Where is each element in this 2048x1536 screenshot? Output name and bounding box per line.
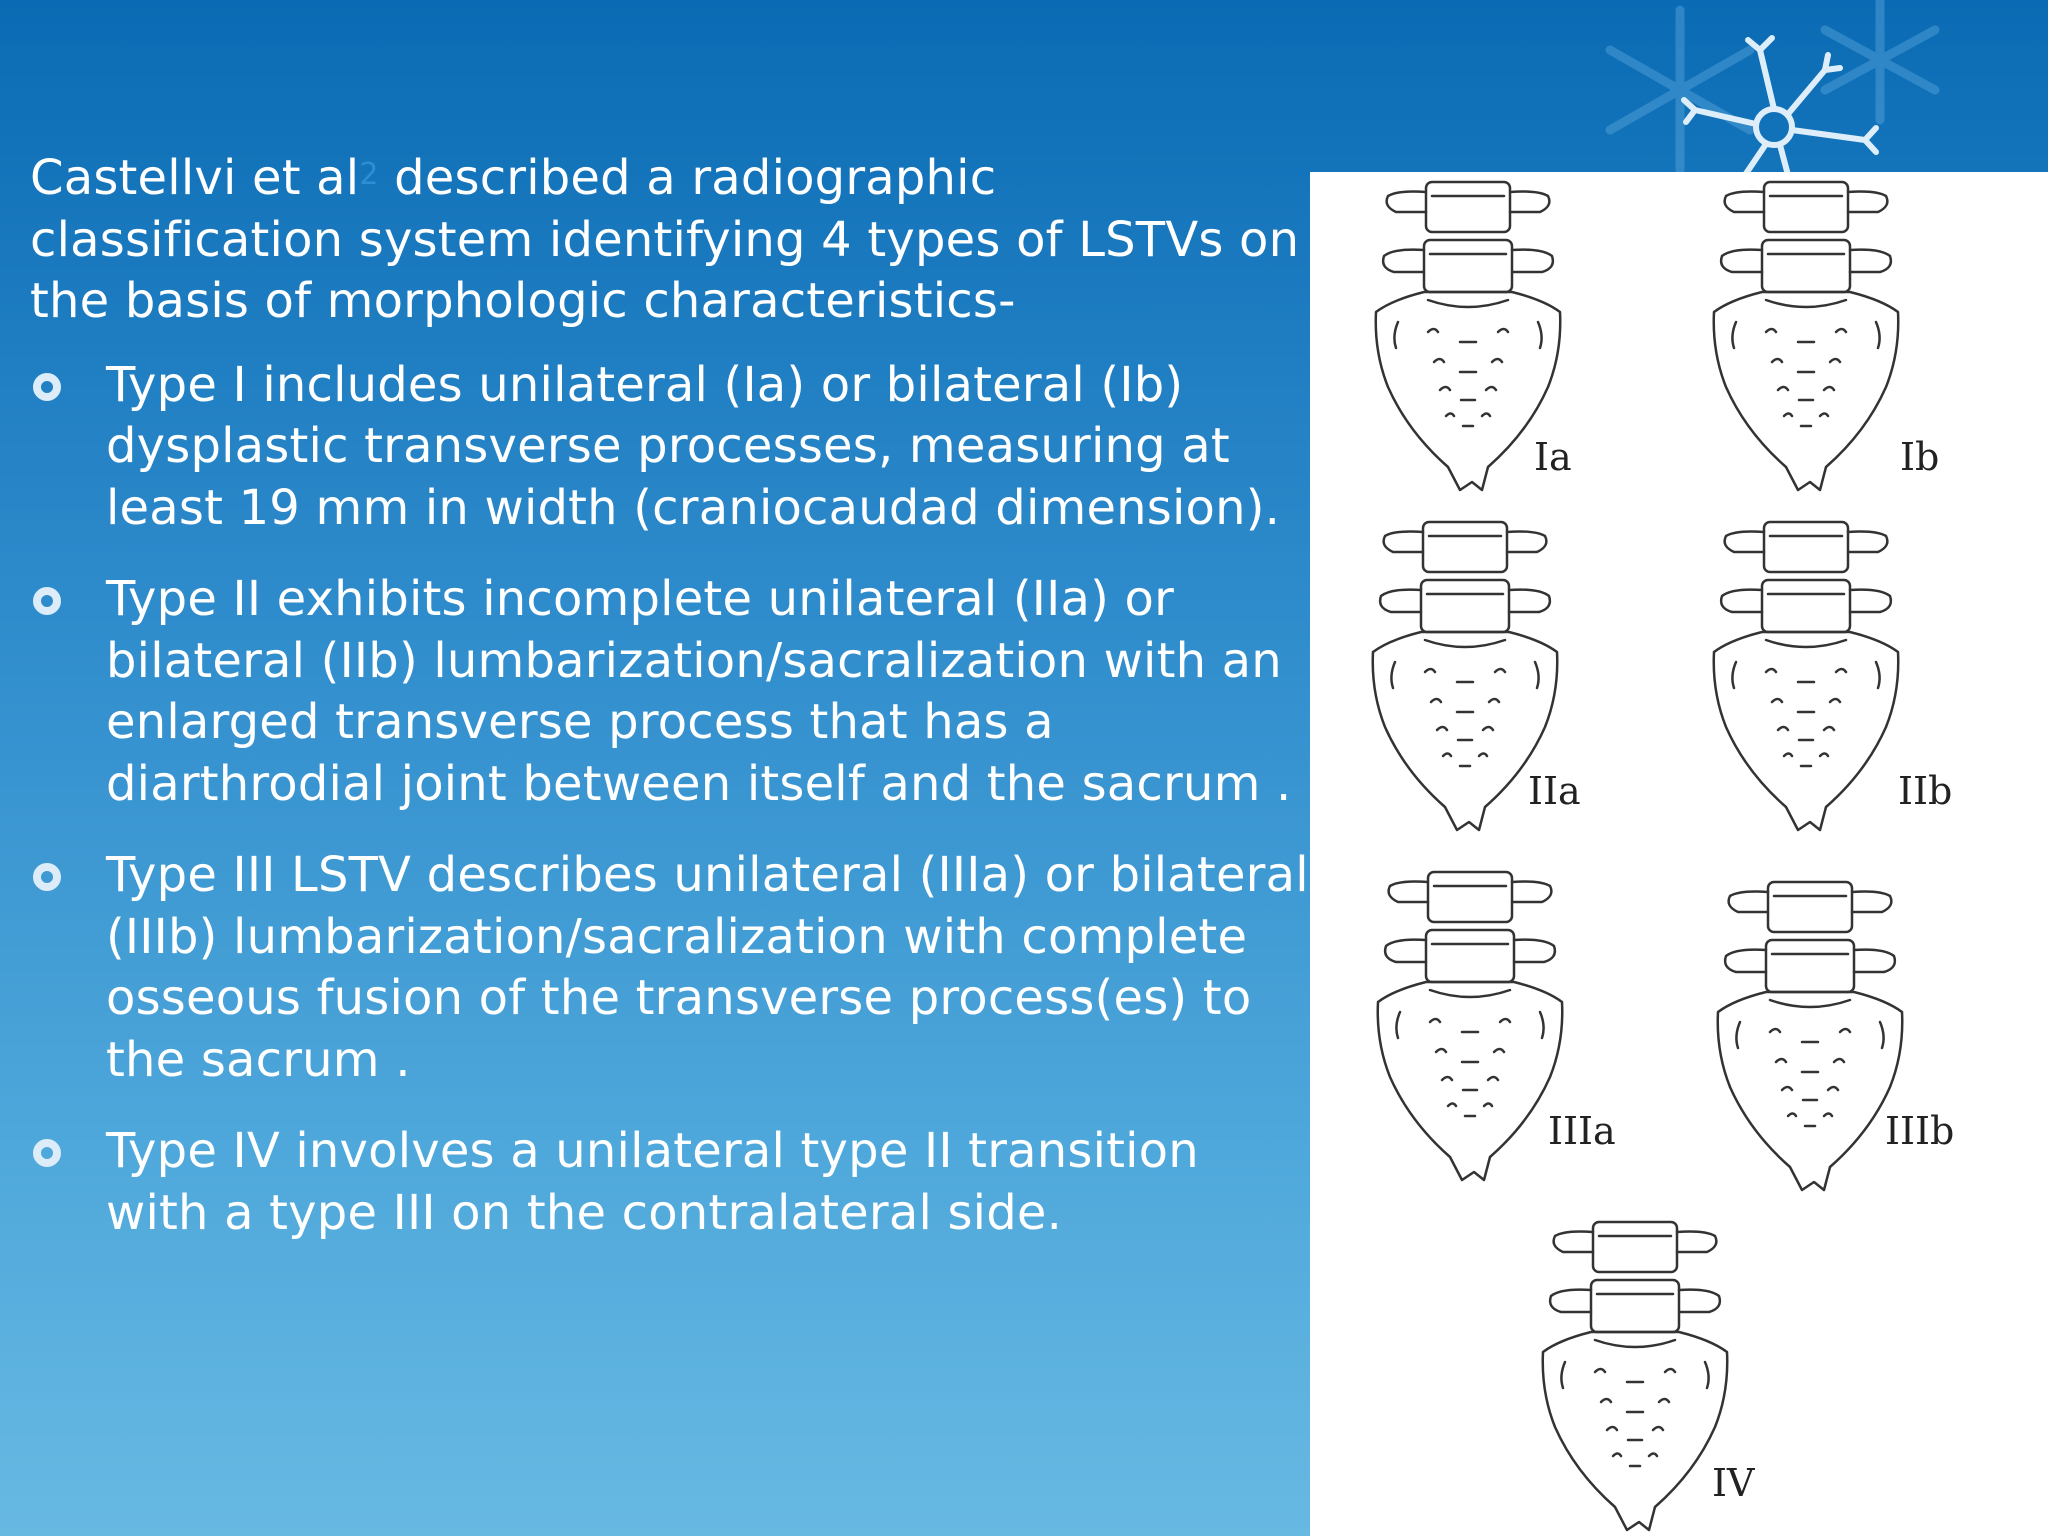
spine-diagram-iib: [1714, 522, 1899, 830]
spine-diagram-iiib: [1718, 882, 1903, 1190]
intro-text-end: described a radiographic classification system identifying 4 types of LSTVs on the basis of morphologic characteristics-: [30, 150, 1300, 329]
list-item-type-4: [30, 1121, 1310, 1244]
list-item-text: Type IV involves a unilateral type II transition with a type III on the contralateral side.: [106, 1123, 1199, 1241]
label-ia: Ia: [1534, 435, 1572, 479]
ring-bullet-icon: [33, 863, 61, 891]
spine-diagram-ia: [1376, 182, 1561, 490]
list-item-text: Type III LSTV describes unilateral (IIIa) or bilateral (IIIb) lumbarization/sacralization with complete osseous fusion of the transverse process(es) to the sacrum .: [106, 847, 1309, 1088]
ring-bullet-icon: [33, 587, 61, 615]
classification-figure: [1310, 172, 2048, 1536]
label-ib: Ib: [1900, 435, 1940, 479]
list-item-type-1: [30, 355, 1310, 540]
ring-bullet-icon: [33, 373, 61, 401]
spine-diagram-iv: [1543, 1222, 1728, 1530]
snowflake-decoration: [1560, 0, 2048, 175]
list-item-type-2: [30, 569, 1310, 815]
faint-snowflake-icon: [1610, 0, 1935, 170]
list-item-type-3: [30, 845, 1310, 1091]
label-iiib: IIIb: [1885, 1109, 1955, 1153]
label-iv: IV: [1712, 1461, 1755, 1505]
snowflake-icon: [1684, 38, 1876, 175]
label-iiia: IIIa: [1548, 1109, 1616, 1153]
list-item-text: Type II exhibits incomplete unilateral (IIa) or bilateral (IIb) lumbarization/sacralization with an enlarged transverse process that has a diarthrodial joint between itself and the sacrum .: [106, 571, 1292, 812]
label-iia: IIa: [1528, 769, 1581, 813]
ring-bullet-icon: [33, 1139, 61, 1167]
list-item-text: Type I includes unilateral (Ia) or bilateral (Ib) dysplastic transverse processes, measuring at least 19 mm in width (craniocaudad dimension).: [106, 356, 1281, 536]
reference-link[interactable]: 2: [359, 157, 379, 192]
spine-diagram-ib: [1714, 182, 1899, 490]
intro-paragraph: [30, 148, 1310, 333]
spine-diagram-iiia: [1378, 872, 1563, 1180]
label-iib: IIb: [1898, 769, 1953, 813]
intro-text-start: Castellvi et al: [30, 150, 360, 206]
type-list: [30, 355, 1310, 1245]
slide-text: [30, 148, 1310, 1274]
